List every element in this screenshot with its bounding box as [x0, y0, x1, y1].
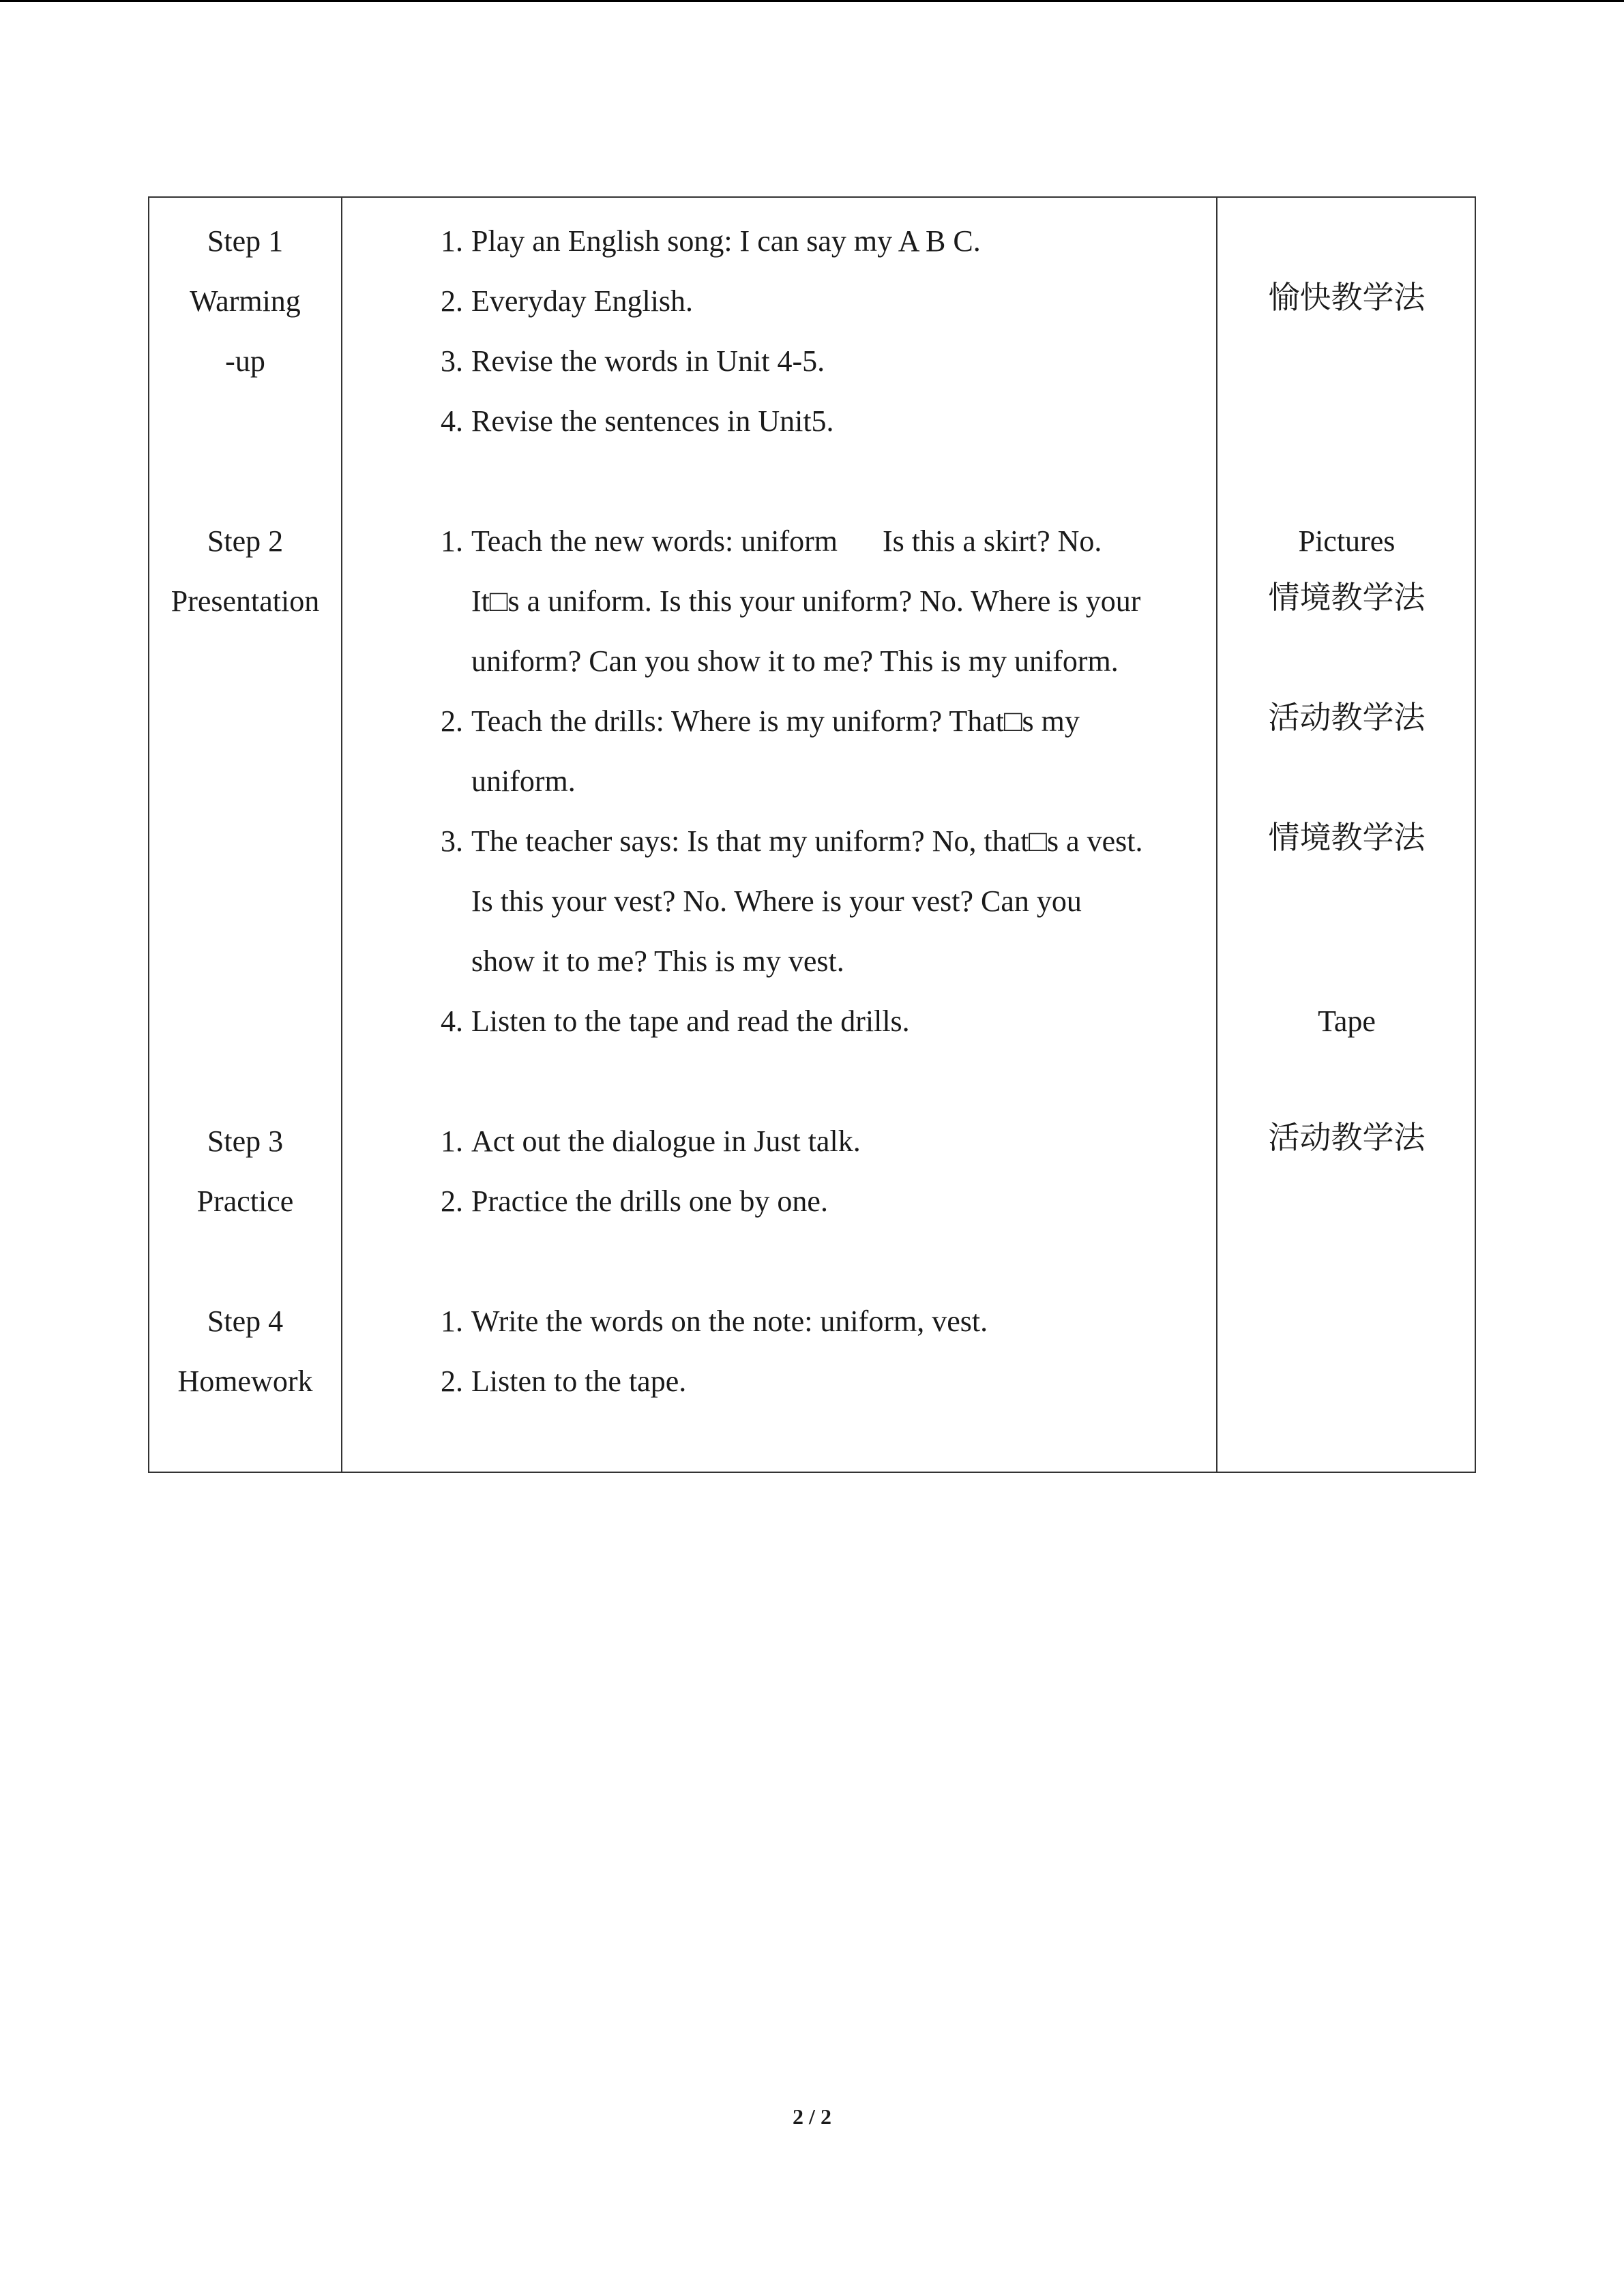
lesson-plan-table	[148, 196, 1476, 1473]
step-1-method-1: 愉快教学法	[1268, 279, 1426, 316]
step-1-title-line-1: Step 1	[207, 224, 284, 258]
step-3-title-line-2: Practice	[196, 1184, 294, 1218]
step-3-item-1-number: 1.	[441, 1124, 463, 1158]
step-2-item-3-number: 3.	[441, 824, 463, 858]
step-4-item-2-number: 2.	[441, 1365, 463, 1398]
step-4-item-1-number: 1.	[441, 1304, 463, 1338]
step-4-title-line-2: Homework	[177, 1365, 313, 1398]
step-2-item-1-text-line-2: It□s a uniform. Is this your uniform? No. Where is your	[471, 584, 1141, 618]
step-4-item-1-text: Write the words on the note: uniform, vest.	[471, 1304, 988, 1338]
step-2-item-2-text-line-2: uniform.	[471, 764, 576, 798]
step-2-method-2: 情境教学法	[1268, 579, 1426, 616]
step-1-title-line-3: -up	[225, 344, 265, 378]
step-1-title-line-2: Warming	[190, 284, 301, 318]
step-2-item-4-text: Listen to the tape and read the drills.	[471, 1004, 910, 1038]
step-4-title-line-1: Step 4	[207, 1304, 284, 1338]
page-number: 2 / 2	[793, 2104, 831, 2129]
step-1-item-4-text: Revise the sentences in Unit5.	[471, 404, 834, 438]
step-3-item-1-text: Act out the dialogue in Just talk.	[471, 1124, 861, 1158]
step-1-item-3-number: 3.	[441, 344, 463, 378]
step-2-item-1-text-line-1: Teach the new words: uniform Is this a skirt? No.	[471, 524, 1102, 558]
step-3-item-2-text: Practice the drills one by one.	[471, 1184, 828, 1218]
step-2-item-1-text-line-3: uniform? Can you show it to me? This is my uniform.	[471, 644, 1119, 678]
step-2-item-3-text-line-1: The teacher says: Is that my uniform? No, that□s a vest.	[471, 824, 1143, 858]
step-2-item-2-number: 2.	[441, 704, 463, 738]
step-1-item-2-text: Everyday English.	[471, 284, 694, 318]
step-1-item-2-number: 2.	[441, 284, 463, 318]
step-2-title-line-2: Presentation	[171, 584, 320, 618]
step-1-item-4-number: 4.	[441, 404, 463, 438]
step-1-item-3-text: Revise the words in Unit 4-5.	[471, 344, 825, 378]
step-4-item-2-text: Listen to the tape.	[471, 1365, 687, 1398]
step-2-method-5: Tape	[1318, 1004, 1376, 1038]
step-2-item-2-text-line-1: Teach the drills: Where is my uniform? That□s my	[471, 704, 1080, 738]
step-1-item-1-number: 1.	[441, 224, 463, 258]
step-2-item-3-text-line-3: show it to me? This is my vest.	[471, 944, 844, 978]
step-3-item-2-number: 2.	[441, 1184, 463, 1218]
step-3-title-line-1: Step 3	[207, 1124, 284, 1158]
step-2-method-1: Pictures	[1298, 524, 1396, 558]
step-2-title-line-1: Step 2	[207, 524, 284, 558]
step-2-method-3: 活动教学法	[1268, 699, 1426, 736]
step-3-method-1: 活动教学法	[1268, 1119, 1426, 1156]
step-2-method-4: 情境教学法	[1268, 819, 1426, 856]
step-2-item-1-number: 1.	[441, 524, 463, 558]
step-2-item-4-number: 4.	[441, 1004, 463, 1038]
step-1-item-1-text: Play an English song: I can say my A B C.	[471, 224, 981, 258]
step-2-item-3-text-line-2: Is this your vest? No. Where is your vest? Can you	[471, 884, 1082, 918]
top-border-line	[0, 0, 1624, 2]
column-divider-steps	[341, 198, 342, 1472]
